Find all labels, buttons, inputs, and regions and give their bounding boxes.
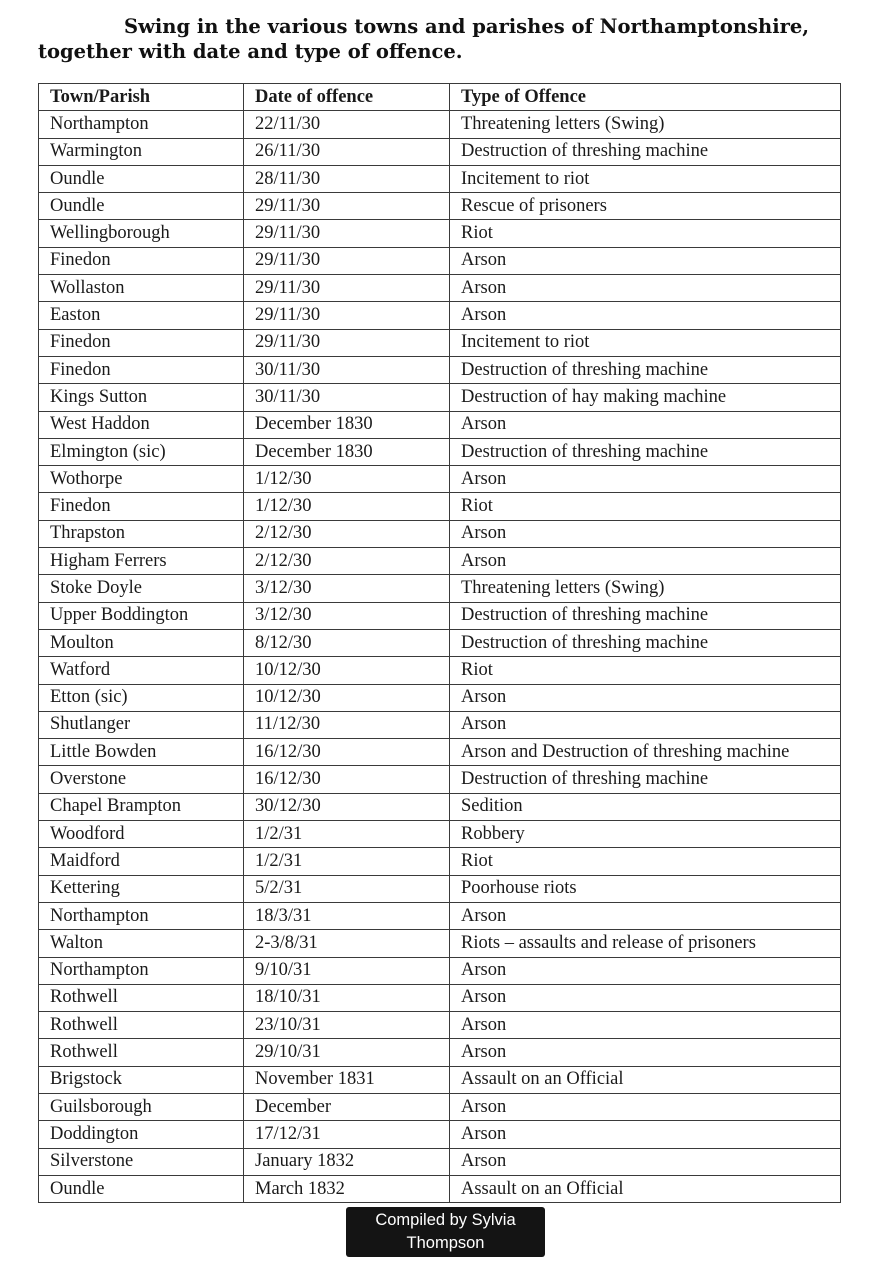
- town-parish-cell: Oundle: [39, 165, 244, 192]
- date-cell: 10/12/30: [244, 657, 450, 684]
- table-row: [39, 1148, 841, 1175]
- table-row: [39, 739, 841, 766]
- offence-type-cell: Destruction of threshing machine: [450, 356, 841, 383]
- offence-type-cell: Arson: [450, 275, 841, 302]
- date-cell: 29/11/30: [244, 247, 450, 274]
- town-parish-cell: Finedon: [39, 493, 244, 520]
- town-parish-cell: Chapel Brampton: [39, 793, 244, 820]
- date-cell: 1/12/30: [244, 493, 450, 520]
- date-cell: 30/11/30: [244, 356, 450, 383]
- offence-type-cell: Arson: [450, 984, 841, 1011]
- offence-type-cell: Robbery: [450, 821, 841, 848]
- date-cell: 2/12/30: [244, 520, 450, 547]
- offence-type-cell: Incitement to riot: [450, 165, 841, 192]
- title-line-2: together with date and type of offence.: [38, 40, 463, 63]
- table-row: [39, 875, 841, 902]
- table-row: [39, 411, 841, 438]
- date-cell: 2/12/30: [244, 548, 450, 575]
- table-row: [39, 1012, 841, 1039]
- date-cell: March 1832: [244, 1175, 450, 1202]
- date-cell: 29/10/31: [244, 1039, 450, 1066]
- table-row: [39, 193, 841, 220]
- date-cell: 5/2/31: [244, 875, 450, 902]
- offences-table: [38, 83, 841, 1203]
- table-row: [39, 848, 841, 875]
- town-parish-cell: Walton: [39, 930, 244, 957]
- town-parish-cell: Elmington (sic): [39, 438, 244, 465]
- town-parish-cell: Maidford: [39, 848, 244, 875]
- date-cell: 2-3/8/31: [244, 930, 450, 957]
- town-parish-cell: Wollaston: [39, 275, 244, 302]
- table-row: [39, 821, 841, 848]
- header-type-of-offence: Type of Offence: [450, 84, 841, 111]
- town-parish-cell: Finedon: [39, 356, 244, 383]
- town-parish-cell: Northampton: [39, 957, 244, 984]
- date-cell: 1/2/31: [244, 848, 450, 875]
- date-cell: 9/10/31: [244, 957, 450, 984]
- table-row: [39, 220, 841, 247]
- offence-type-cell: Sedition: [450, 793, 841, 820]
- offence-type-cell: Arson: [450, 1148, 841, 1175]
- table-row: [39, 466, 841, 493]
- town-parish-cell: Kings Sutton: [39, 384, 244, 411]
- date-cell: 29/11/30: [244, 193, 450, 220]
- table-row: [39, 1121, 841, 1148]
- credit-caption: [346, 1207, 545, 1257]
- table-row: [39, 302, 841, 329]
- table-row: [39, 329, 841, 356]
- town-parish-cell: Finedon: [39, 329, 244, 356]
- table-row: [39, 138, 841, 165]
- offence-type-cell: Riot: [450, 493, 841, 520]
- town-parish-cell: West Haddon: [39, 411, 244, 438]
- town-parish-cell: Rothwell: [39, 984, 244, 1011]
- offence-type-cell: Destruction of threshing machine: [450, 766, 841, 793]
- table-row: [39, 1093, 841, 1120]
- table-row: [39, 602, 841, 629]
- date-cell: 26/11/30: [244, 138, 450, 165]
- table-row: [39, 1039, 841, 1066]
- offence-type-cell: Arson: [450, 684, 841, 711]
- offence-type-cell: Destruction of threshing machine: [450, 138, 841, 165]
- table-row: [39, 247, 841, 274]
- offence-type-cell: Destruction of hay making machine: [450, 384, 841, 411]
- town-parish-cell: Rothwell: [39, 1039, 244, 1066]
- header-date-of-offence: Date of offence: [244, 84, 450, 111]
- town-parish-cell: Easton: [39, 302, 244, 329]
- credit-line-2: Thompson: [406, 1234, 485, 1252]
- table-header-row: [39, 84, 841, 111]
- date-cell: 29/11/30: [244, 302, 450, 329]
- date-cell: November 1831: [244, 1066, 450, 1093]
- date-cell: December 1830: [244, 438, 450, 465]
- date-cell: 3/12/30: [244, 602, 450, 629]
- offence-type-cell: Riot: [450, 657, 841, 684]
- town-parish-cell: Brigstock: [39, 1066, 244, 1093]
- offence-type-cell: Threatening letters (Swing): [450, 111, 841, 138]
- town-parish-cell: Wellingborough: [39, 220, 244, 247]
- date-cell: December: [244, 1093, 450, 1120]
- date-cell: 17/12/31: [244, 1121, 450, 1148]
- town-parish-cell: Northampton: [39, 111, 244, 138]
- table-row: [39, 657, 841, 684]
- offence-type-cell: Destruction of threshing machine: [450, 629, 841, 656]
- table-row: [39, 684, 841, 711]
- town-parish-cell: Watford: [39, 657, 244, 684]
- table-row: [39, 766, 841, 793]
- table-row: [39, 629, 841, 656]
- table-row: [39, 493, 841, 520]
- town-parish-cell: Moulton: [39, 629, 244, 656]
- town-parish-cell: Little Bowden: [39, 739, 244, 766]
- offence-type-cell: Arson: [450, 1012, 841, 1039]
- offence-type-cell: Riots – assaults and release of prisoners: [450, 930, 841, 957]
- date-cell: December 1830: [244, 411, 450, 438]
- date-cell: 3/12/30: [244, 575, 450, 602]
- table-row: [39, 275, 841, 302]
- offence-type-cell: Arson: [450, 520, 841, 547]
- table-row: [39, 111, 841, 138]
- date-cell: 22/11/30: [244, 111, 450, 138]
- header-town-parish: Town/Parish: [39, 84, 244, 111]
- table-row: [39, 711, 841, 738]
- offence-type-cell: Arson: [450, 902, 841, 929]
- date-cell: 8/12/30: [244, 629, 450, 656]
- offence-type-cell: Arson: [450, 302, 841, 329]
- offence-type-cell: Arson: [450, 247, 841, 274]
- offence-type-cell: Poorhouse riots: [450, 875, 841, 902]
- town-parish-cell: Finedon: [39, 247, 244, 274]
- offence-type-cell: Arson and Destruction of threshing machine: [450, 739, 841, 766]
- date-cell: 18/10/31: [244, 984, 450, 1011]
- date-cell: 30/11/30: [244, 384, 450, 411]
- offence-type-cell: Destruction of threshing machine: [450, 602, 841, 629]
- town-parish-cell: Rothwell: [39, 1012, 244, 1039]
- date-cell: 10/12/30: [244, 684, 450, 711]
- date-cell: 1/2/31: [244, 821, 450, 848]
- town-parish-cell: Etton (sic): [39, 684, 244, 711]
- table-row: [39, 548, 841, 575]
- offence-type-cell: Assault on an Official: [450, 1066, 841, 1093]
- offence-type-cell: Arson: [450, 711, 841, 738]
- table-row: [39, 1175, 841, 1202]
- town-parish-cell: Oundle: [39, 1175, 244, 1202]
- offence-type-cell: Arson: [450, 1039, 841, 1066]
- town-parish-cell: Stoke Doyle: [39, 575, 244, 602]
- title-line-1: Swing in the various towns and parishes of Northamptonshire,: [124, 15, 810, 38]
- table-row: [39, 902, 841, 929]
- offence-type-cell: Riot: [450, 848, 841, 875]
- date-cell: 29/11/30: [244, 329, 450, 356]
- table-row: [39, 384, 841, 411]
- offence-type-cell: Destruction of threshing machine: [450, 438, 841, 465]
- date-cell: 16/12/30: [244, 766, 450, 793]
- table-row: [39, 520, 841, 547]
- town-parish-cell: Guilsborough: [39, 1093, 244, 1120]
- date-cell: January 1832: [244, 1148, 450, 1175]
- table-row: [39, 930, 841, 957]
- date-cell: 23/10/31: [244, 1012, 450, 1039]
- offence-type-cell: Arson: [450, 1093, 841, 1120]
- table-row: [39, 356, 841, 383]
- offence-type-cell: Incitement to riot: [450, 329, 841, 356]
- offence-type-cell: Threatening letters (Swing): [450, 575, 841, 602]
- document-title: [38, 14, 868, 64]
- date-cell: 18/3/31: [244, 902, 450, 929]
- table-row: [39, 438, 841, 465]
- town-parish-cell: Silverstone: [39, 1148, 244, 1175]
- date-cell: 29/11/30: [244, 275, 450, 302]
- date-cell: 29/11/30: [244, 220, 450, 247]
- offence-type-cell: Arson: [450, 411, 841, 438]
- offence-type-cell: Arson: [450, 957, 841, 984]
- date-cell: 28/11/30: [244, 165, 450, 192]
- table-row: [39, 984, 841, 1011]
- town-parish-cell: Oundle: [39, 193, 244, 220]
- date-cell: 16/12/30: [244, 739, 450, 766]
- town-parish-cell: Wothorpe: [39, 466, 244, 493]
- table-row: [39, 793, 841, 820]
- table-row: [39, 575, 841, 602]
- date-cell: 1/12/30: [244, 466, 450, 493]
- town-parish-cell: Overstone: [39, 766, 244, 793]
- town-parish-cell: Higham Ferrers: [39, 548, 244, 575]
- date-cell: 30/12/30: [244, 793, 450, 820]
- table-row: [39, 1066, 841, 1093]
- town-parish-cell: Warmington: [39, 138, 244, 165]
- table-row: [39, 957, 841, 984]
- town-parish-cell: Shutlanger: [39, 711, 244, 738]
- offence-type-cell: Arson: [450, 466, 841, 493]
- table-row: [39, 165, 841, 192]
- offence-type-cell: Assault on an Official: [450, 1175, 841, 1202]
- town-parish-cell: Upper Boddington: [39, 602, 244, 629]
- town-parish-cell: Northampton: [39, 902, 244, 929]
- offence-type-cell: Arson: [450, 548, 841, 575]
- credit-line-1: Compiled by Sylvia: [375, 1211, 516, 1229]
- offence-type-cell: Arson: [450, 1121, 841, 1148]
- offence-type-cell: Rescue of prisoners: [450, 193, 841, 220]
- town-parish-cell: Doddington: [39, 1121, 244, 1148]
- date-cell: 11/12/30: [244, 711, 450, 738]
- offence-type-cell: Riot: [450, 220, 841, 247]
- town-parish-cell: Thrapston: [39, 520, 244, 547]
- town-parish-cell: Woodford: [39, 821, 244, 848]
- town-parish-cell: Kettering: [39, 875, 244, 902]
